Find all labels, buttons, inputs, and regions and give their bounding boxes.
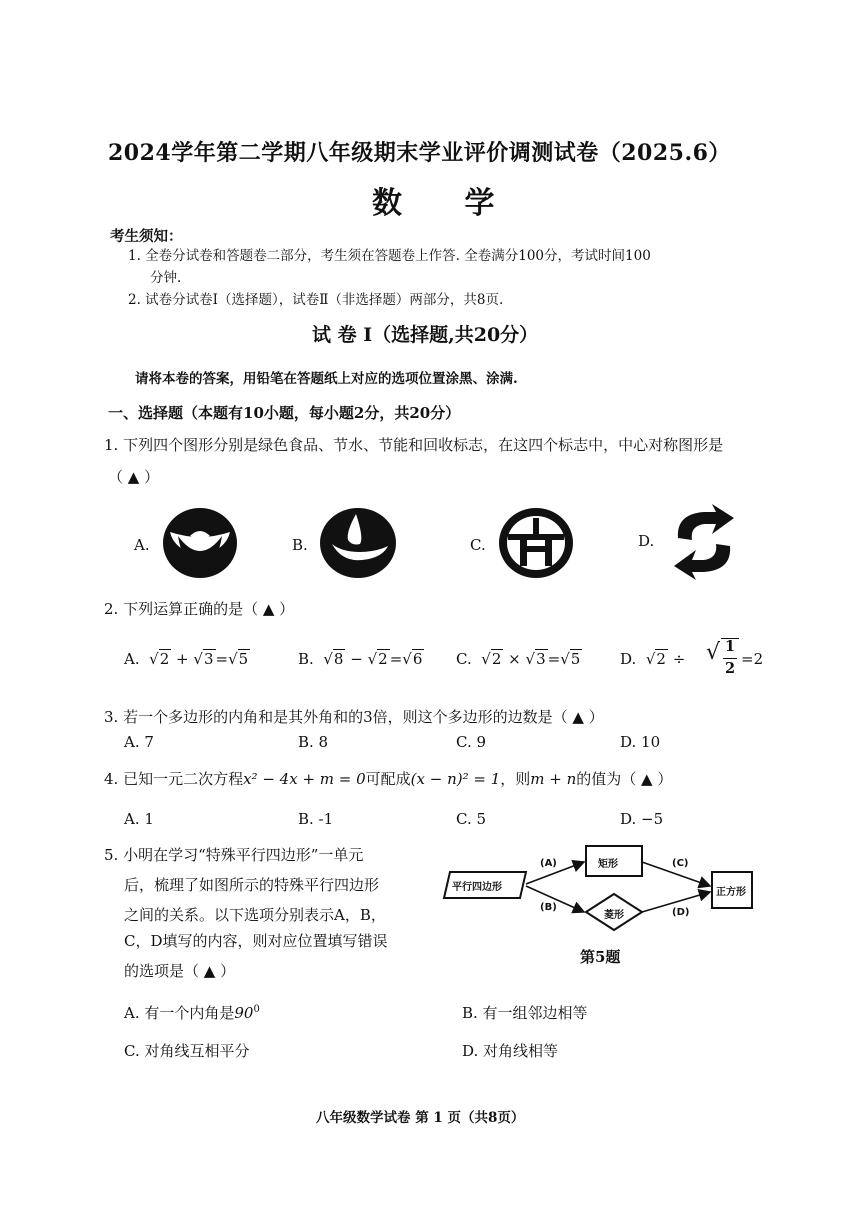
q5-figure-caption: 第5题 — [580, 948, 621, 966]
diagram-rhombus-label: 菱形 — [604, 910, 624, 921]
q5-option-a: A. 有一个内角是$90^0$ — [124, 1004, 260, 1022]
notice-item-1: 1. 全卷分试卷和答题卷二部分，考生须在答题卷上作答. 全卷满分100分，考试时间100 — [128, 248, 651, 264]
q2-option-c: C. √2 × √3 =√5 — [456, 650, 581, 668]
q1-option-a-label: A. — [134, 536, 150, 554]
q2-option-d-fraction: √ — [706, 640, 721, 665]
section-1-heading: 一、选择题（本题有10小题，每小题2分，共20分） — [108, 404, 461, 422]
q5-stem-line-2: 后，梳理了如图所示的特殊平行四边形 — [124, 876, 380, 894]
q5-stem-line-3: 之间的关系。以下选项分别表示A，B， — [124, 906, 386, 924]
q2-option-a: A. √2 + √3 =√5 — [124, 650, 249, 668]
notice-item-1-cont: 分钟. — [150, 270, 182, 286]
diagram-rectangle-label: 矩形 — [598, 859, 618, 870]
diagram-square-label: 正方形 — [716, 887, 746, 898]
diagram-arrow-c-label: (C) — [672, 858, 689, 869]
q2-option-b: B. √8 − √2 =√6 — [298, 650, 423, 668]
diagram-parallelogram-label: 平行四边形 — [452, 882, 502, 893]
q4-option-a: A. 1 — [124, 810, 154, 828]
q3-stem: 3. 若一个多边形的内角和是其外角和的3倍，则这个多边形的边数是（ ▲ ） — [104, 708, 604, 726]
notice-heading: 考生须知： — [110, 228, 183, 245]
q4-option-c: C. 5 — [456, 810, 487, 828]
water-saving-logo-icon — [318, 506, 398, 580]
green-food-logo-icon — [160, 506, 240, 580]
q2-option-a-label: A. — [124, 650, 140, 668]
q5-option-b: B. 有一组邻边相等 — [462, 1004, 588, 1022]
q4-expression: m + n — [530, 770, 577, 788]
q2-stem: 2. 下列运算正确的是（ ▲ ） — [104, 600, 295, 618]
subject-title: 数 学 — [372, 186, 521, 221]
q4-option-d: D. −5 — [620, 810, 664, 828]
q3-option-c: C. 9 — [456, 733, 487, 751]
energy-saving-logo-icon — [496, 506, 576, 580]
notice-item-2: 2. 试卷分试卷Ⅰ（选择题），试卷Ⅱ（非选择题）两部分，共8页. — [128, 292, 504, 308]
q4-stem: 4. 已知一元二次方程x² − 4x + m = 0可配成(x − n)² = 1，则m + n的值为（ ▲ ） — [104, 770, 673, 788]
q5-stem-line-4: C，D填写的内容，则对应位置填写错误 — [124, 932, 388, 950]
q4-equation-1: x² − 4x + m = 0 — [243, 770, 366, 788]
q5-stem-line-1: 5. 小明在学习“特殊平行四边形”一单元 — [104, 846, 364, 864]
q1-option-c-label: C. — [470, 536, 486, 554]
q5-option-c: C. 对角线互相平分 — [124, 1042, 250, 1060]
q5-option-d: D. 对角线相等 — [462, 1042, 559, 1060]
diagram-arrow-d-label: (D) — [672, 907, 690, 918]
q3-option-a: A. 7 — [124, 733, 154, 751]
recycling-logo-icon — [664, 504, 744, 580]
q5-stem-line-5: 的选项是（ ▲ ） — [124, 962, 236, 980]
q1-stem: 1. 下列四个图形分别是绿色食品、节水、节能和回收标志，在这四个标志中，中心对称图形是 — [104, 436, 724, 454]
q3-option-b: B. 8 — [298, 733, 329, 751]
paper-1-instruction: 请将本卷的答案，用铅笔在答题纸上对应的选项位置涂黑、涂满. — [135, 371, 518, 387]
q1-option-b-label: B. — [292, 536, 308, 554]
diagram-arrow-b-label: (B) — [540, 902, 557, 913]
q3-option-d: D. 10 — [620, 733, 661, 751]
sqrt-2: √2 — [149, 650, 170, 668]
q2-option-d: D. √2 ÷ — [620, 650, 686, 668]
q4-option-b: B. -1 — [298, 810, 334, 828]
page-footer: 八年级数学试卷 第 1 页（共8页） — [316, 1110, 525, 1126]
q4-equation-2: (x − n)² = 1 — [410, 770, 501, 788]
exam-title: 2024学年第二学期八年级期末学业评价调测试卷（2025.6） — [108, 140, 731, 166]
q1-option-d-label: D. — [638, 532, 655, 550]
diagram-arrow-a-label: (A) — [540, 858, 557, 869]
q1-answer-slot: （ ▲ ） — [108, 468, 160, 486]
paper-1-heading: 试 卷 Ⅰ（选择题,共20分） — [312, 324, 539, 346]
